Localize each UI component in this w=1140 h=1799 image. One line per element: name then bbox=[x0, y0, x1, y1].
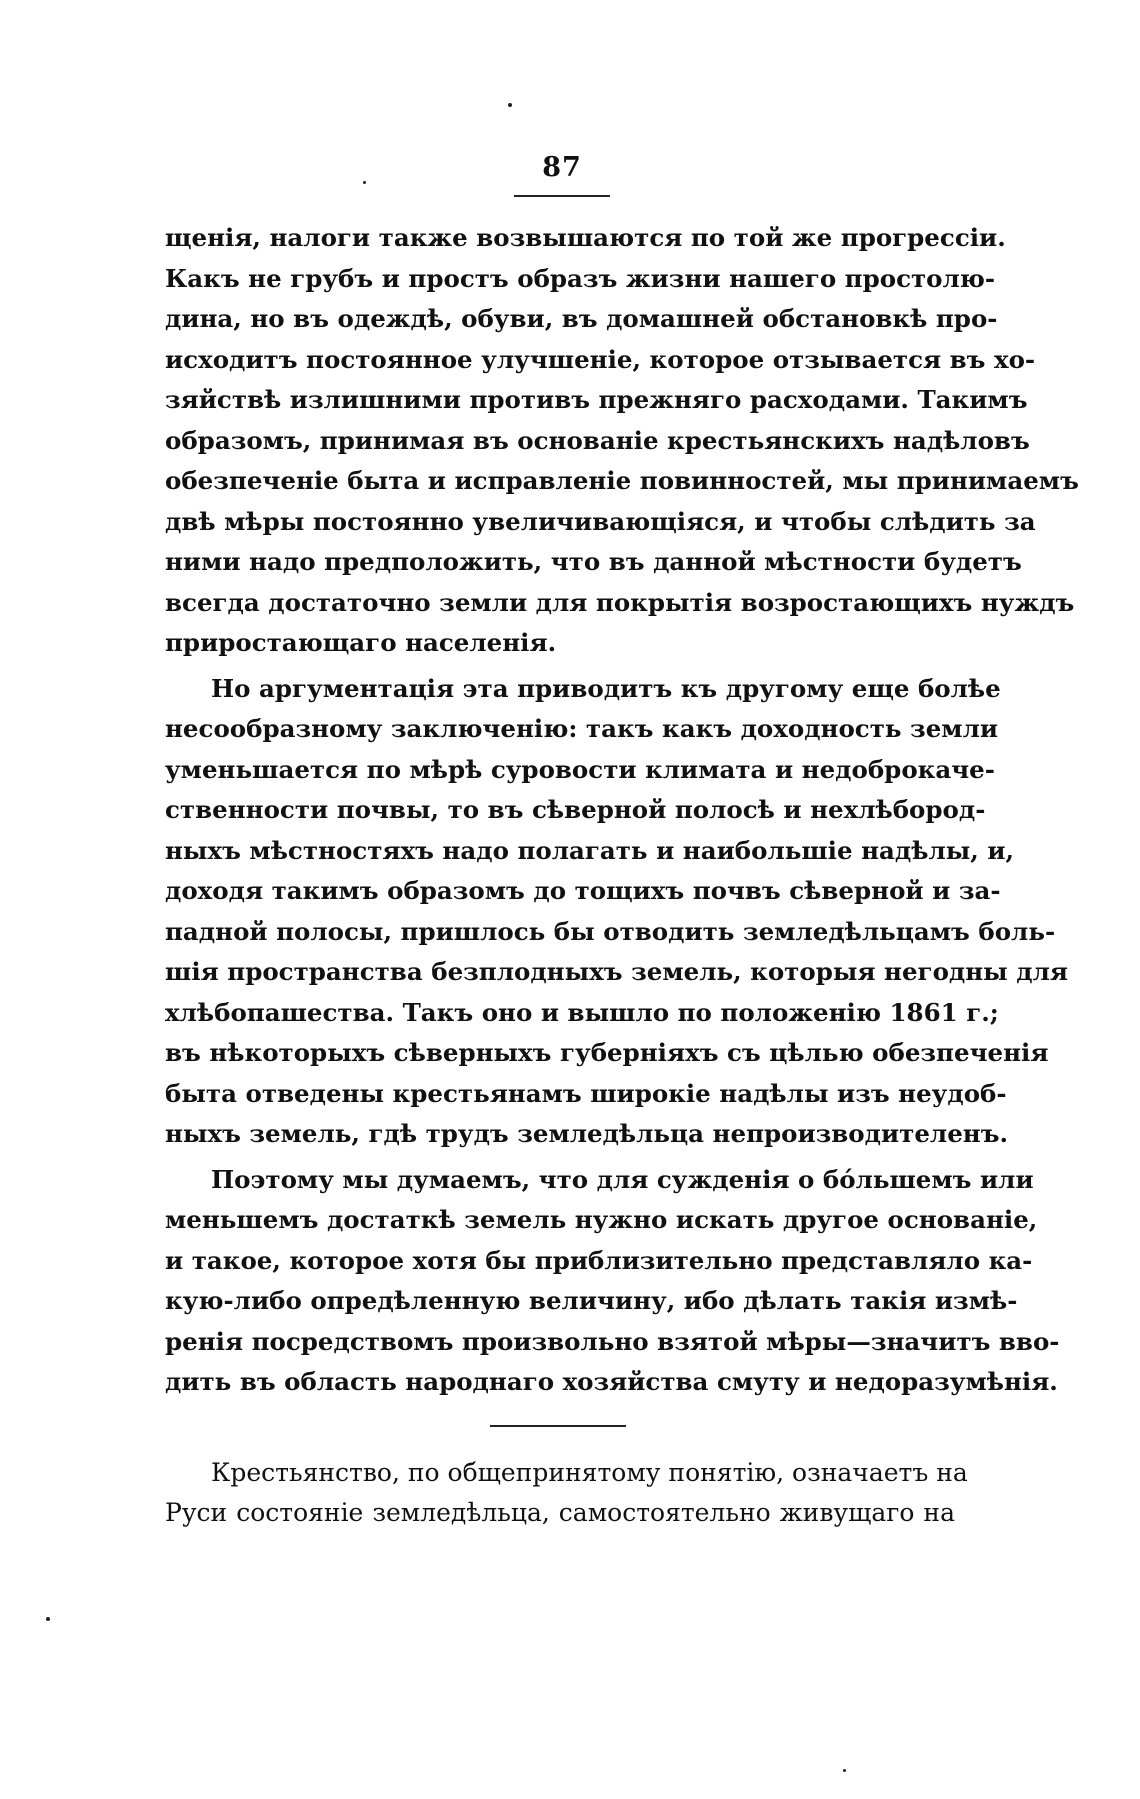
text-line: ныхъ мѣстностяхъ надо полагать и наибольшіе надѣлы, и, bbox=[165, 835, 1015, 865]
text-line: падной полосы, пришлось бы отводить земледѣльцамъ боль- bbox=[165, 916, 1056, 946]
body-text bbox=[165, 218, 1079, 1539]
paragraph-1 bbox=[165, 218, 1079, 664]
print-speck bbox=[508, 103, 512, 107]
text-line: шія пространства безплодныхъ земель, которыя негодны для bbox=[165, 957, 1068, 986]
section-divider bbox=[490, 1425, 626, 1427]
text-line: двѣ мѣры постоянно увеличивающіяся, и чтобы слѣдить за bbox=[165, 506, 1036, 536]
page-number: 87 bbox=[542, 152, 582, 183]
text-line: несообразному заключенію: такъ какъ доходность земли bbox=[165, 714, 999, 743]
text-line: меньшемъ достаткѣ земель нужно искать другое основаніе, bbox=[165, 1205, 1038, 1234]
text-line: быта отведены крестьянамъ широкіе надѣлы изъ неудоб- bbox=[165, 1078, 1007, 1108]
text-line: ныхъ земель, гдѣ трудъ земледѣльца непроизводителенъ. bbox=[165, 1119, 1009, 1148]
text-line: въ нѣкоторыхъ сѣверныхъ губерніяхъ съ цѣлью обезпеченія bbox=[165, 1038, 1049, 1067]
text-line: щенія, налоги также возвышаются по той же прогрессіи. bbox=[165, 223, 1006, 252]
text-line: зяйствѣ излишними противъ прежняго расходами. Такимъ bbox=[165, 385, 1028, 414]
text-line: ними надо предположить, что въ данной мѣстности будетъ bbox=[165, 547, 1022, 576]
text-line: приростающаго населенія. bbox=[165, 628, 557, 657]
text-line: образомъ, принимая въ основаніе крестьянскихъ надѣловъ bbox=[165, 425, 1030, 455]
paragraph-4 bbox=[165, 1453, 968, 1534]
text-line: Но аргументація эта приводитъ къ другому еще болѣе bbox=[211, 673, 1001, 703]
text-line: Крестьянство, по общепринятому понятію, означаетъ на bbox=[211, 1457, 968, 1487]
text-line: Руси состояніе земледѣльца, самостоятельно живущаго на bbox=[165, 1498, 955, 1527]
text-line: доходя такимъ образомъ до тощихъ почвъ сѣверной и за- bbox=[165, 876, 1001, 905]
text-line: ственности почвы, то въ сѣверной полосѣ и нехлѣбород- bbox=[165, 795, 986, 824]
text-line: дить въ область народнаго хозяйства смуту и недоразумѣнія. bbox=[165, 1367, 1058, 1396]
print-speck bbox=[46, 1617, 50, 1621]
paragraph-2 bbox=[165, 669, 1068, 1155]
print-speck bbox=[363, 181, 366, 184]
text-line: хлѣбопашества. Такъ оно и вышло по положенію 1861 г.; bbox=[165, 997, 999, 1027]
text-line: дина, но въ одеждѣ, обуви, въ домашней обстановкѣ про- bbox=[165, 304, 998, 333]
text-line: кую-либо опредѣленную величину, ибо дѣлать такія измѣ- bbox=[165, 1286, 1018, 1315]
page-number-underline bbox=[514, 195, 610, 197]
paragraph-3 bbox=[165, 1160, 1060, 1403]
text-line: Поэтому мы думаемъ, что для сужденія о бóльшемъ или bbox=[211, 1164, 1034, 1194]
text-line: ренія посредствомъ произвольно взятой мѣры—значитъ вво- bbox=[165, 1326, 1060, 1356]
text-line: и такое, которое хотя бы приблизительно представляло ка- bbox=[165, 1245, 1033, 1275]
print-speck bbox=[843, 1769, 846, 1772]
text-line: обезпеченіе быта и исправленіе повинностей, мы принимаемъ bbox=[165, 466, 1079, 495]
text-line: всегда достаточно земли для покрытія возростающихъ нуждъ bbox=[165, 587, 1075, 617]
text-line: исходитъ постоянное улучшеніе, которое отзывается въ хо- bbox=[165, 344, 1036, 374]
text-line: Какъ не грубъ и простъ образъ жизни нашего простолю- bbox=[165, 263, 996, 293]
text-line: уменьшается по мѣрѣ суровости климата и недоброкаче- bbox=[165, 754, 995, 784]
